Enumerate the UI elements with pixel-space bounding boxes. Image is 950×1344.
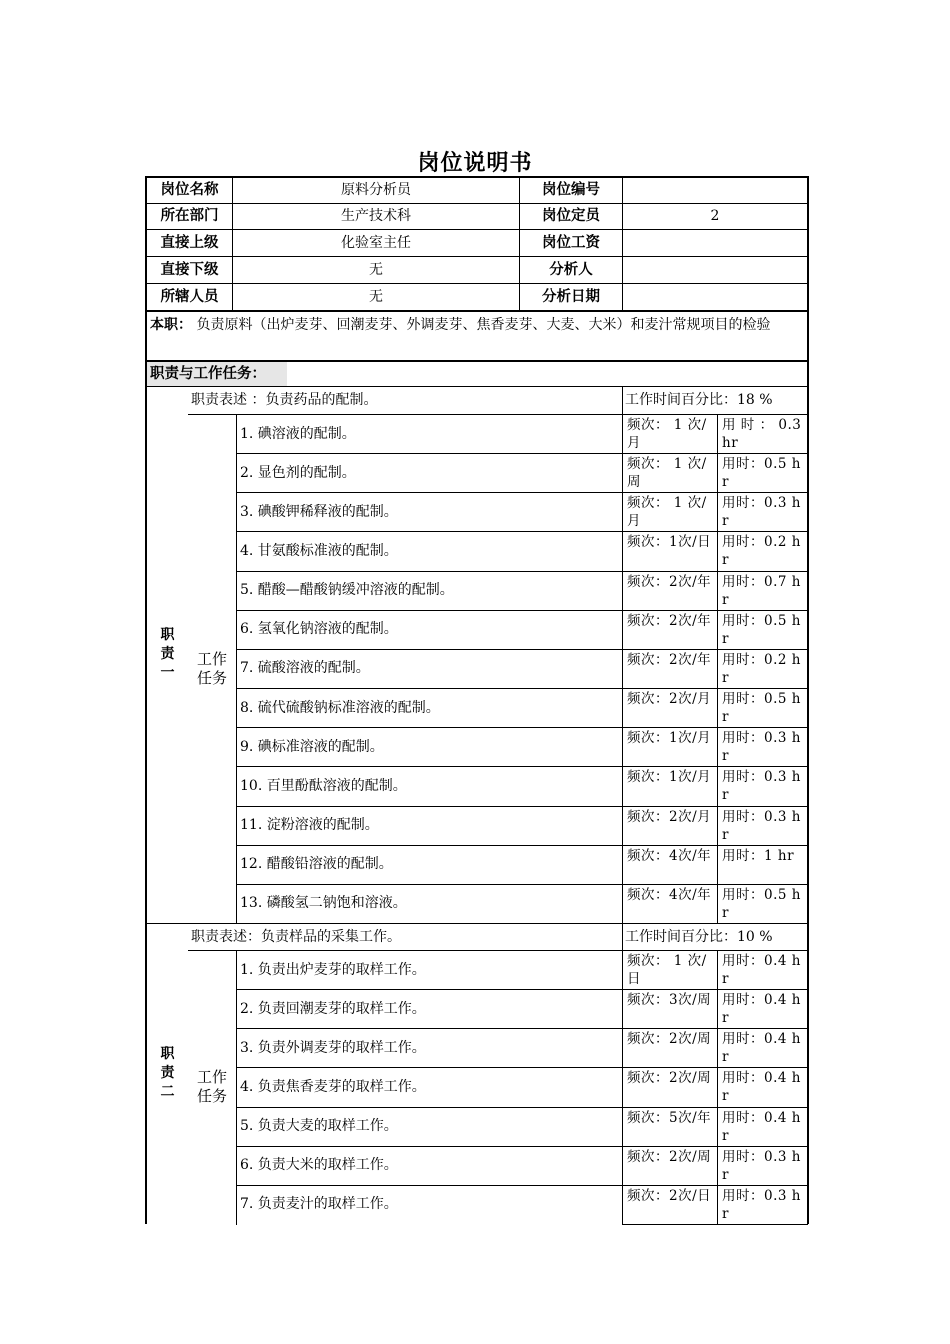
info-value: 无 <box>369 288 383 305</box>
task-frequency: 频次：5次/年 <box>627 1109 712 1126</box>
task-duration: 用时：0.3 hr <box>722 495 801 530</box>
info-label: 岗位定员 <box>542 208 600 224</box>
task-frequency: 频次：1次/日 <box>627 534 712 551</box>
task-frequency: 频次： 1 次/周 <box>627 456 707 491</box>
table-rule <box>807 176 809 311</box>
info-label: 岗位编号 <box>542 181 600 198</box>
table-rule <box>622 1224 808 1225</box>
task-group-label: 工作 任务 <box>196 1068 227 1105</box>
info-value: 原料分析员 <box>341 181 411 198</box>
task-item: 2. 负责回潮麦芽的取样工作。 <box>240 1000 426 1017</box>
task-duration: 用时：0.3 hr <box>722 1148 801 1183</box>
table-rule <box>807 360 809 387</box>
task-frequency: 频次：3次/周 <box>627 992 712 1009</box>
info-label: 分析日期 <box>542 288 600 305</box>
task-item: 7. 硫酸溶液的配制。 <box>240 660 370 677</box>
task-frequency: 频次：2次/月 <box>627 691 712 708</box>
task-duration: 用时：0.2 hr <box>722 651 801 686</box>
summary-body: 负责原料（出炉麦芽、回潮麦芽、外调麦芽、焦香麦芽、大麦、大米）和麦汁常规项目的检验 <box>192 317 771 333</box>
info-value: 化验室主任 <box>341 234 411 251</box>
table-rule <box>807 923 809 1224</box>
task-item: 10. 百里酚酞溶液的配制。 <box>240 777 407 794</box>
task-duration: 用 时 ： 0.3hr <box>722 417 802 451</box>
task-item: 12. 醋酸铅溶液的配制。 <box>240 856 393 873</box>
task-frequency: 频次： 1 次/月 <box>627 417 707 451</box>
info-value: 生产技术科 <box>341 208 411 224</box>
task-item: 9. 碘标准溶液的配制。 <box>240 738 384 755</box>
task-frequency: 频次：2次/周 <box>627 1148 712 1165</box>
duty-time-percent: 工作时间百分比：10 % <box>625 928 773 945</box>
task-frequency: 频次：2次/日 <box>627 1187 712 1204</box>
task-duration: 用时：0.4 hr <box>722 1031 801 1066</box>
task-item: 4. 负责焦香麦芽的取样工作。 <box>240 1078 426 1095</box>
info-value: 2 <box>710 208 720 224</box>
duty-time-percent: 工作时间百分比：18 % <box>625 392 773 408</box>
summary-label: 本职： <box>150 317 192 333</box>
task-item: 8. 硫代硫酸钠标准溶液的配制。 <box>240 699 440 716</box>
task-frequency: 频次：2次/周 <box>627 1031 712 1048</box>
task-frequency: 频次：2次/年 <box>627 612 712 629</box>
task-duration: 用时：0.3 hr <box>722 808 801 843</box>
task-duration: 用时：0.3 hr <box>722 769 801 804</box>
task-duration: 用时：0.3 hr <box>722 1187 801 1222</box>
info-value <box>623 230 807 256</box>
summary-text <box>147 312 806 360</box>
task-duration: 用时：0.5 hr <box>722 691 801 726</box>
task-item: 1. 负责出炉麦芽的取样工作。 <box>240 961 426 978</box>
table-rule <box>807 310 809 361</box>
info-value: 无 <box>369 261 383 278</box>
task-item: 2. 显色剂的配制。 <box>240 464 356 481</box>
table-rule <box>807 386 809 924</box>
task-duration: 用时：0.4 hr <box>722 1070 801 1105</box>
task-item: 6. 氢氧化钠溶液的配制。 <box>240 621 398 638</box>
task-frequency: 频次：2次/年 <box>627 573 712 590</box>
info-label: 岗位工资 <box>542 234 600 251</box>
task-frequency: 频次： 1 次/日 <box>627 953 707 987</box>
task-frequency: 频次：2次/周 <box>627 1070 712 1087</box>
task-frequency: 频次：1次/月 <box>627 730 712 747</box>
task-duration: 用时：0.5 hr <box>722 886 801 921</box>
duty-description: 职责表述 ：负责药品的配制。 <box>191 392 378 408</box>
task-item: 13. 磷酸氢二钠饱和溶液。 <box>240 895 407 912</box>
task-item: 7. 负责麦汁的取样工作。 <box>240 1196 398 1213</box>
task-duration: 用时：0.2 hr <box>722 534 801 569</box>
task-duration: 用时：0.5 hr <box>722 456 801 491</box>
info-label: 所在部门 <box>160 208 219 224</box>
info-label: 所辖人员 <box>160 288 219 305</box>
task-frequency: 频次：4次/年 <box>627 886 712 903</box>
task-item: 11. 淀粉溶液的配制。 <box>240 817 379 834</box>
info-label: 直接下级 <box>160 261 219 278</box>
task-frequency: 频次：1次/月 <box>627 769 712 786</box>
info-value <box>623 177 807 203</box>
task-duration: 用时：0.5 hr <box>722 612 801 647</box>
duty-label: 职 责 二 <box>160 1046 175 1100</box>
task-item: 3. 负责外调麦芽的取样工作。 <box>240 1039 426 1056</box>
duty-description: 职责表述：负责样品的采集工作。 <box>191 928 401 945</box>
duty-label: 职 责 一 <box>160 627 175 681</box>
task-item: 6. 负责大米的取样工作。 <box>240 1157 398 1174</box>
info-value <box>623 257 807 283</box>
info-label: 分析人 <box>549 261 593 278</box>
task-item: 4. 甘氨酸标准液的配制。 <box>240 543 398 559</box>
task-frequency: 频次：2次/月 <box>627 808 712 825</box>
duties-heading: 职责与工作任务： <box>147 362 287 386</box>
task-duration: 用时：0.4 hr <box>722 1109 801 1144</box>
info-label: 直接上级 <box>160 234 219 251</box>
task-duration: 用时：0.7 hr <box>722 573 801 608</box>
task-frequency: 频次：4次/年 <box>627 847 712 864</box>
task-item: 5. 醋酸—醋酸钠缓冲溶液的配制。 <box>240 582 454 599</box>
task-duration: 用时：0.3 hr <box>722 730 801 765</box>
task-duration: 用时：0.4 hr <box>722 992 801 1027</box>
task-group-label: 工作 任务 <box>196 649 227 687</box>
task-duration: 用时：0.4 hr <box>722 953 801 987</box>
task-item: 1. 碘溶液的配制。 <box>240 425 356 442</box>
info-value <box>623 284 807 310</box>
task-frequency: 频次：2次/年 <box>627 651 712 668</box>
info-label: 岗位名称 <box>160 181 219 198</box>
page-title: 岗位说明书 <box>417 151 533 176</box>
task-frequency: 频次： 1 次/月 <box>627 495 707 530</box>
task-item: 5. 负责大麦的取样工作。 <box>240 1118 398 1135</box>
task-item: 3. 碘酸钾稀释液的配制。 <box>240 503 398 520</box>
task-duration: 用时：1 hr <box>722 847 795 864</box>
